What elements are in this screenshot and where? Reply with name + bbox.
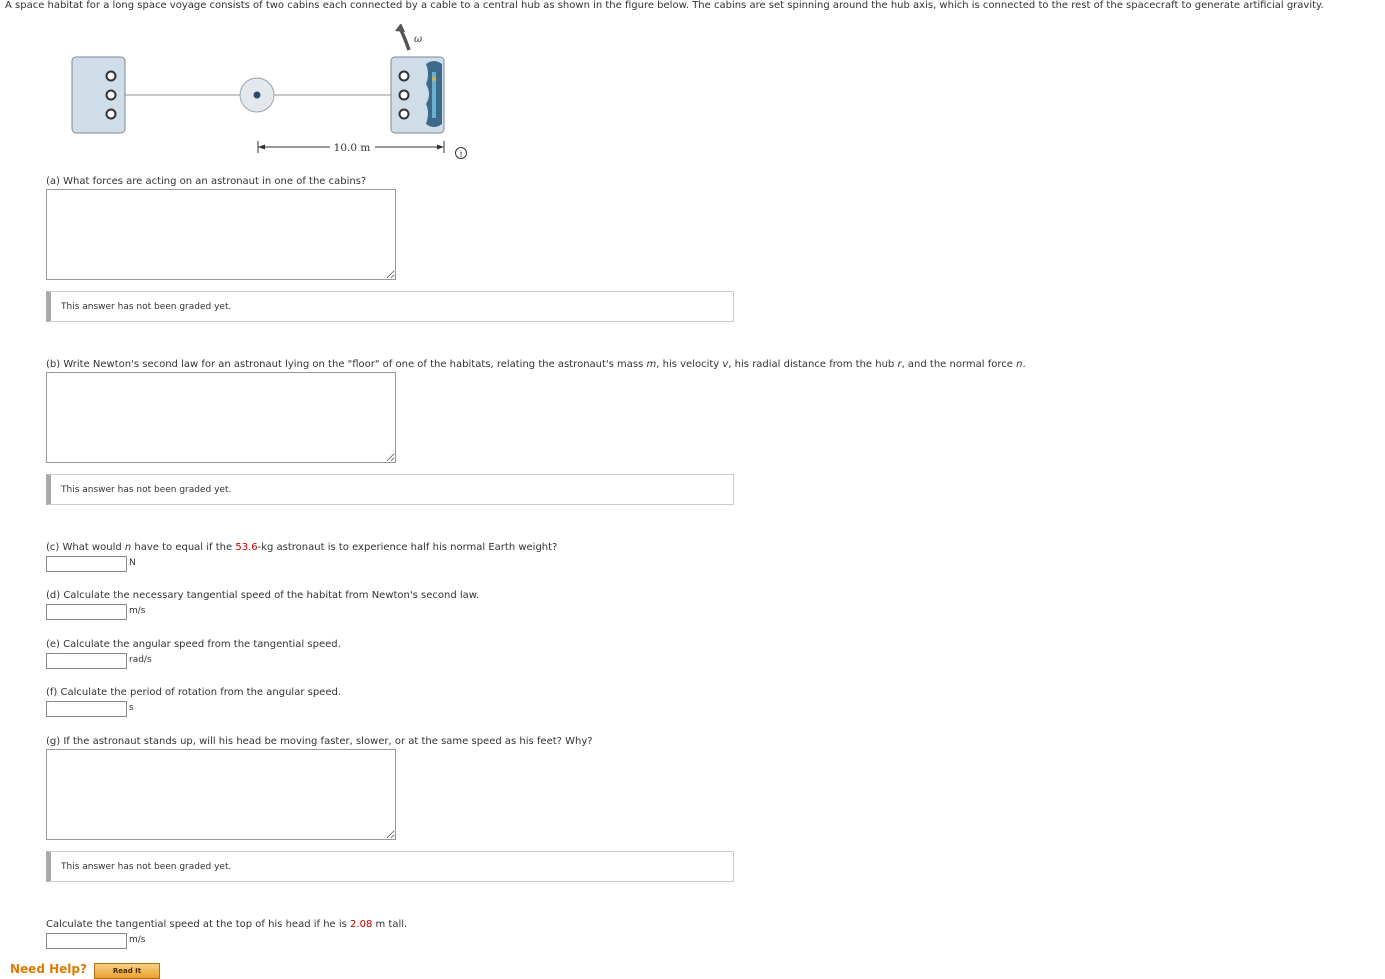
svg-text:i: i: [459, 149, 463, 159]
central-hub: [240, 78, 274, 112]
question-f: (f) Calculate the period of rotation from the angular speed.: [46, 687, 341, 698]
answer-c-input[interactable]: [46, 556, 127, 572]
problem-statement: A space habitat for a long space voyage consists of two cabins each connected by a cable to a central hub as shown in the figure below. The cabins are set spinning around the hub axis, which is connected to the rest of the spacecraft to generate artificial gravity.: [5, 0, 1324, 11]
graded-status-a: [46, 291, 734, 322]
graded-status-text: This answer has not been graded yet.: [61, 302, 232, 312]
info-icon[interactable]: [456, 148, 467, 159]
answer-a-textarea[interactable]: [46, 189, 396, 280]
habitat-figure: [60, 24, 480, 164]
unit-f: s: [129, 703, 134, 713]
unit-e: rad/s: [129, 655, 152, 665]
question-b: (b) Write Newton's second law for an astronaut lying on the "floor" of one of the habitats, relating the astronaut's mass m, his velocity v, his radial distance from the hub r, and the normal force n.: [46, 359, 1026, 370]
question-d: (d) Calculate the necessary tangential speed of the habitat from Newton's second law.: [46, 590, 480, 601]
read-it-button[interactable]: Read It: [94, 963, 160, 979]
unit-c: N: [129, 558, 136, 568]
rotation-arrow-icon: [395, 24, 409, 50]
distance-label: 10.0 m: [333, 142, 371, 154]
question-h: Calculate the tangential speed at the top of his head if he is 2.08 m tall.: [46, 919, 408, 930]
answer-b-textarea[interactable]: [46, 372, 396, 463]
graded-status-b: [46, 474, 734, 505]
question-g: (g) If the astronaut stands up, will his head be moving faster, slower, or at the same speed as his feet? Why?: [46, 736, 593, 747]
height-value: 2.08: [350, 919, 373, 930]
answer-f-input[interactable]: [46, 701, 127, 717]
mass-value: 53.6: [235, 542, 258, 553]
omega-label: ω: [414, 34, 423, 45]
question-e: (e) Calculate the angular speed from the tangential speed.: [46, 639, 341, 650]
graded-status-text: This answer has not been graded yet.: [61, 485, 232, 495]
need-help-label: Need Help?: [10, 962, 87, 976]
answer-d-input[interactable]: [46, 604, 127, 620]
right-cabin: [391, 57, 444, 133]
unit-d: m/s: [129, 606, 146, 616]
graded-status-text: This answer has not been graded yet.: [61, 862, 232, 872]
left-cabin: [72, 57, 125, 133]
answer-g-textarea[interactable]: [46, 749, 396, 840]
answer-e-input[interactable]: [46, 653, 127, 669]
question-c: (c) What would n have to equal if the 53.6-kg astronaut is to experience half his normal Earth weight?: [46, 542, 558, 553]
graded-status-g: [46, 851, 734, 882]
question-a: (a) What forces are acting on an astronaut in one of the cabins?: [46, 176, 367, 187]
unit-h: m/s: [129, 935, 146, 945]
answer-h-input[interactable]: [46, 933, 127, 949]
